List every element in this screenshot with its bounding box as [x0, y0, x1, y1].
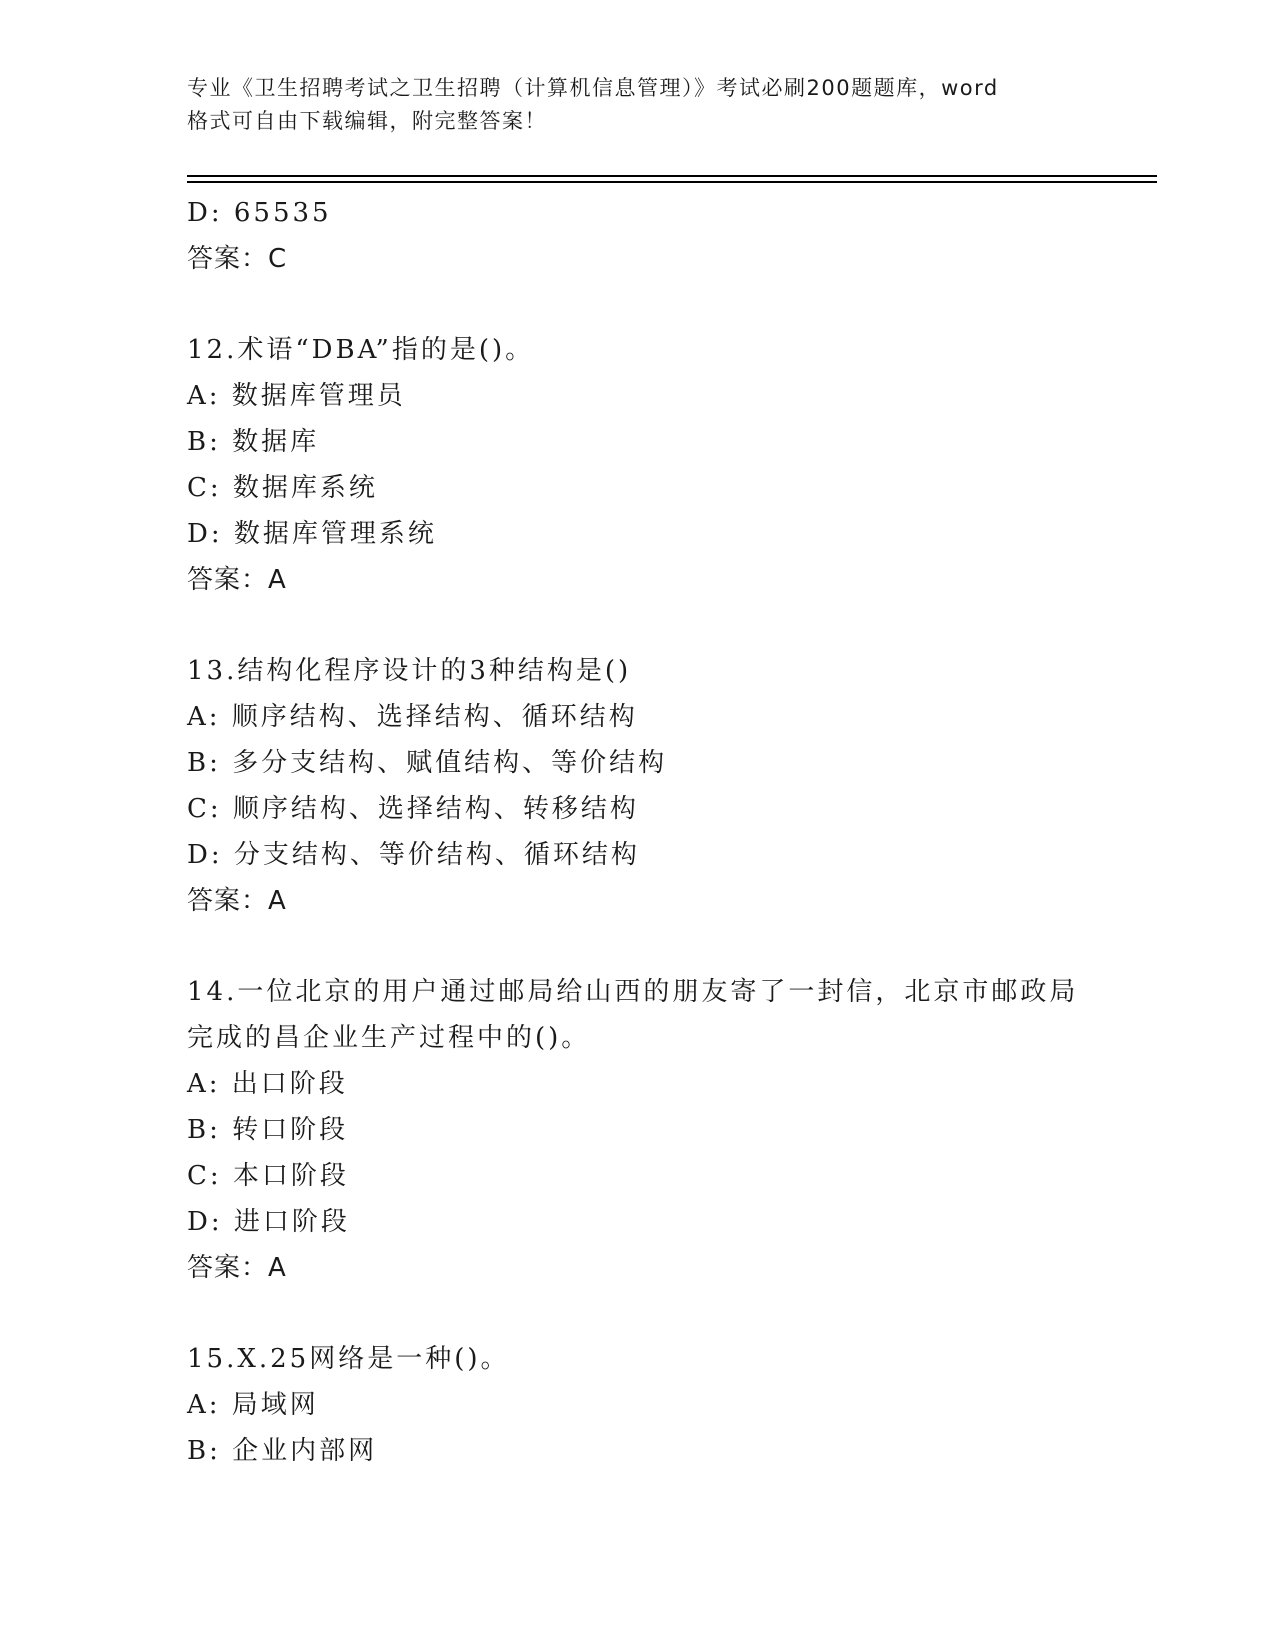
option-b: B: 多分支结构、赋值结构、等价结构	[187, 748, 668, 778]
option-b: B: 数据库	[187, 427, 320, 457]
option-a: A: 出口阶段	[187, 1069, 348, 1099]
header-rule-bottom	[187, 181, 1157, 183]
option-c: C: 本口阶段	[187, 1161, 349, 1191]
document-header	[187, 72, 1087, 138]
answer: 答案：C	[187, 244, 288, 274]
option-a: A: 局域网	[187, 1390, 319, 1420]
option-a: A: 顺序结构、选择结构、循环结构	[187, 702, 638, 732]
question-stem: 12.术语“DBA”指的是()。	[187, 335, 535, 365]
option-b: B: 转口阶段	[187, 1115, 349, 1145]
question-stem: 14.一位北京的用户通过邮局给山西的朋友寄了一封信，北京市邮政局	[187, 977, 1079, 1007]
question-list	[187, 190, 1167, 1474]
option-d: D: 进口阶段	[187, 1207, 350, 1237]
option-b: B: 企业内部网	[187, 1436, 378, 1466]
question-stem: 13.结构化程序设计的3种结构是()	[187, 656, 632, 686]
header-line-2: 格式可自由下载编辑，附完整答案！	[187, 109, 547, 133]
option-d: D: 65535	[187, 198, 332, 228]
question-stem-continued: 完成的昌企业生产过程中的()。	[187, 1023, 591, 1053]
answer: 答案：A	[187, 1253, 287, 1283]
header-line-1: 专业《卫生招聘考试之卫生招聘（计算机信息管理）》考试必刷200题题库，word	[187, 76, 999, 100]
option-c: C: 数据库系统	[187, 473, 378, 503]
option-d: D: 分支结构、等价结构、循环结构	[187, 840, 640, 870]
header-rule-top	[187, 175, 1157, 177]
option-a: A: 数据库管理员	[187, 381, 406, 411]
option-d: D: 数据库管理系统	[187, 519, 437, 549]
answer: 答案：A	[187, 565, 287, 595]
answer: 答案：A	[187, 886, 287, 916]
question-stem: 15.X.25网络是一种()。	[187, 1344, 510, 1374]
option-c: C: 顺序结构、选择结构、转移结构	[187, 794, 639, 824]
